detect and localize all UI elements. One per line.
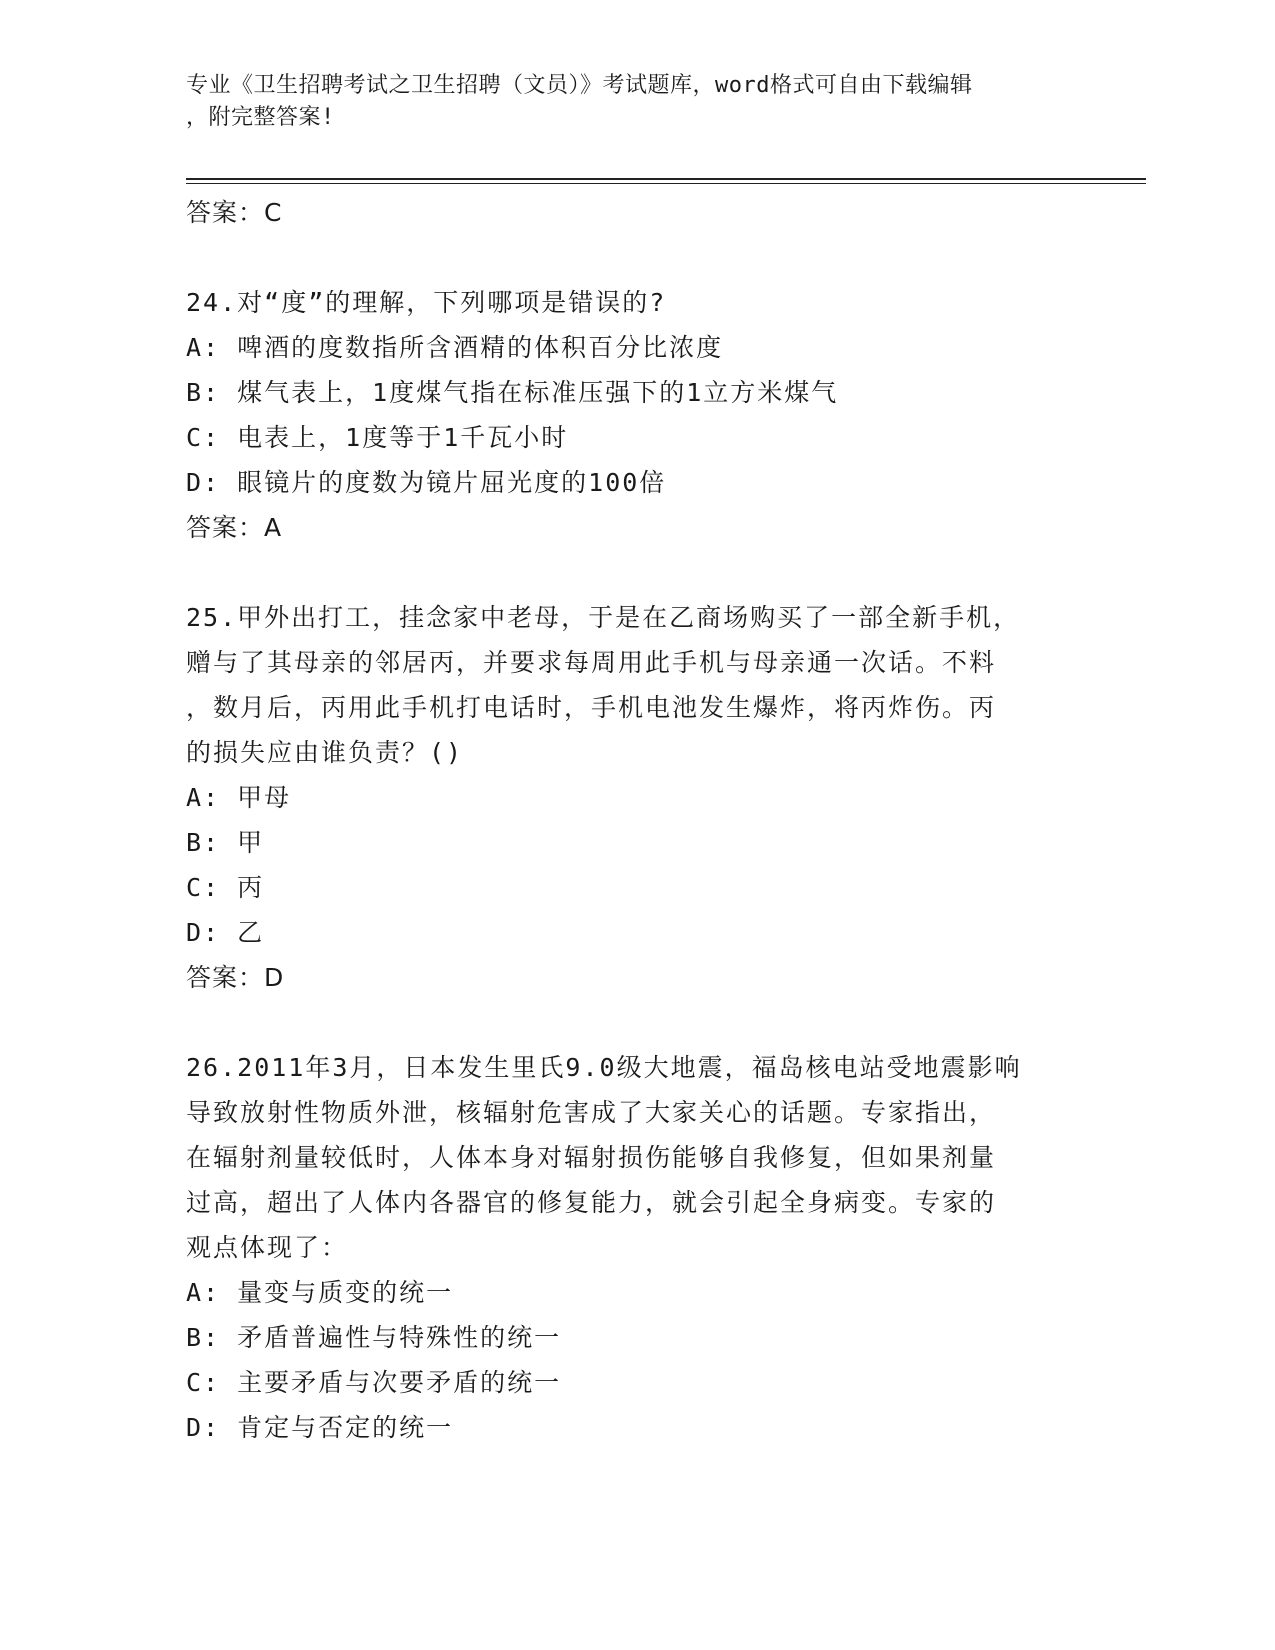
header-line-1: 专业《卫生招聘考试之卫生招聘（文员）》考试题库，word格式可自由下载编辑 [186, 73, 973, 98]
answer-line: 答案：C [186, 198, 283, 227]
block-spacer [186, 550, 1086, 595]
option-a: A: 啤酒的度数指所含酒精的体积百分比浓度 [186, 333, 724, 362]
question-text: ，数月后，丙用此手机打电话时，手机电池发生爆炸，将丙炸伤。丙 [186, 693, 997, 722]
page-header [186, 70, 1086, 134]
answer-line: 答案：D [186, 963, 285, 992]
question-text: 26.2011年3月，日本发生里氏9.0级大地震，福岛核电站受地震影响 [186, 1053, 1022, 1082]
question-block-24 [186, 280, 1086, 550]
answer-line: 答案：A [186, 513, 283, 542]
question-text: 过高，超出了人体内各器官的修复能力，就会引起全身病变。专家的 [186, 1188, 997, 1217]
question-text: 24.对“度”的理解，下列哪项是错误的? [186, 288, 667, 317]
option-c: C: 主要矛盾与次要矛盾的统一 [186, 1368, 562, 1397]
question-block-26 [186, 1045, 1086, 1450]
question-text: 观点体现了： [186, 1233, 349, 1262]
option-c: C: 丙 [186, 873, 265, 902]
option-d: D: 乙 [186, 918, 265, 947]
option-d: D: 眼镜片的度数为镜片屈光度的100倍 [186, 468, 667, 497]
question-block-25 [186, 595, 1086, 1000]
question-text: 导致放射性物质外泄，核辐射危害成了大家关心的话题。专家指出， [186, 1098, 997, 1127]
option-d: D: 肯定与否定的统一 [186, 1413, 454, 1442]
option-c: C: 电表上，1度等于1千瓦小时 [186, 423, 569, 452]
option-b: B: 煤气表上，1度煤气指在标准压强下的1立方米煤气 [186, 378, 839, 407]
question-text: 的损失应由谁负责？() [186, 738, 464, 767]
block-spacer [186, 1000, 1086, 1045]
question-list [186, 190, 1086, 1450]
question-text: 25.甲外出打工，挂念家中老母，于是在乙商场购买了一部全新手机， [186, 603, 1021, 632]
option-b: B: 矛盾普遍性与特殊性的统一 [186, 1323, 562, 1352]
header-line-2: ，附完整答案! [186, 105, 335, 130]
header-rule-thin [186, 183, 1146, 184]
block-spacer [186, 235, 1086, 280]
option-b: B: 甲 [186, 828, 265, 857]
option-a: A: 量变与质变的统一 [186, 1278, 454, 1307]
header-rule-thick [186, 178, 1146, 180]
question-text: 赠与了其母亲的邻居丙，并要求每周用此手机与母亲通一次话。不料 [186, 648, 997, 677]
question-text: 在辐射剂量较低时，人体本身对辐射损伤能够自我修复，但如果剂量 [186, 1143, 997, 1172]
option-a: A: 甲母 [186, 783, 292, 812]
